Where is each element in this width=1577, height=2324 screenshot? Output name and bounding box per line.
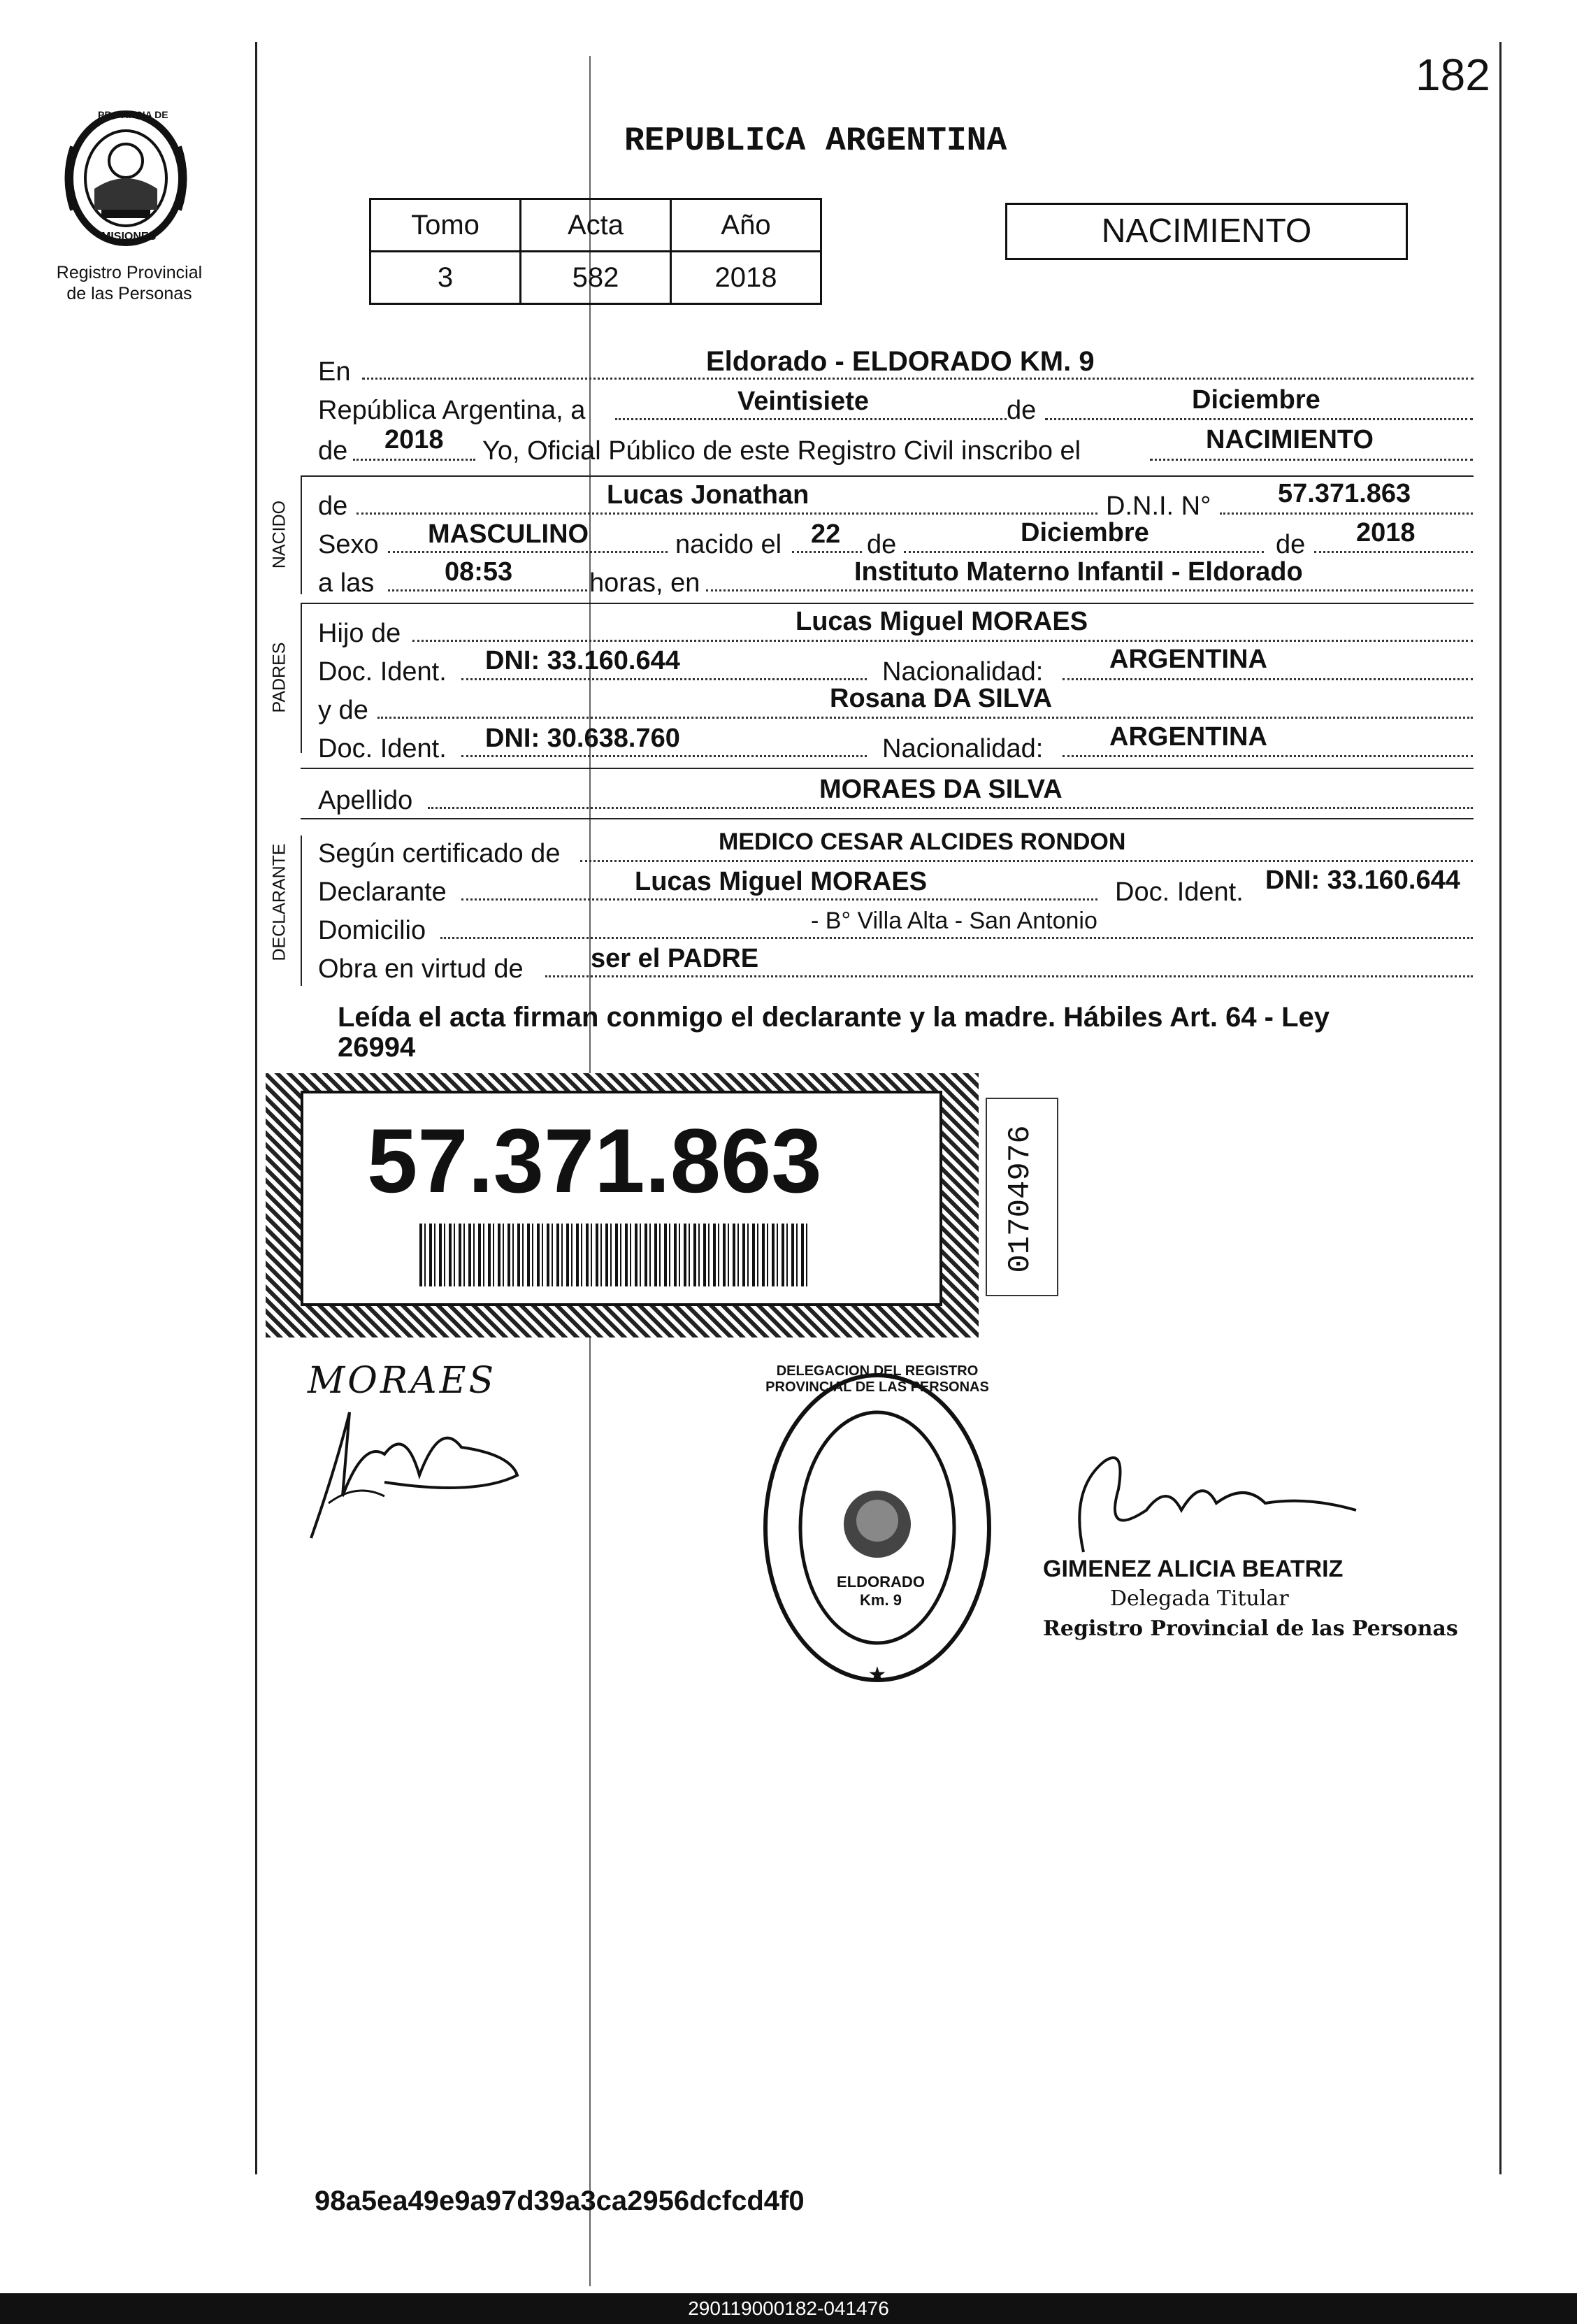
registry-table-values [370,252,821,304]
dotted-line [792,551,862,553]
dotted-line [580,860,1473,862]
logo-text-bottom: MISIONES [101,231,157,243]
declarant-name: Lucas Miguel MORAES [635,867,928,896]
dotted-line [461,755,867,757]
dotted-line [545,975,1473,977]
act-type-box: NACIMIENTO [1005,203,1408,260]
official-role: Delegada Titular [1110,1586,1289,1611]
cert-label: Según certificado de [318,839,561,868]
child-dni: 57.371.863 [1278,479,1411,508]
seal-ring-text: DELEGACION DEL REGISTRO PROVINCIAL DE LAS PERSONAS [765,1363,989,1395]
child-name: Lucas Jonathan [607,480,809,510]
dotted-line [1150,459,1473,461]
page-number: 182 [1416,50,1490,100]
serial-number: 01704976 [1003,1125,1038,1273]
mother-doc: DNI: 30.638.760 [485,724,680,753]
birth-time: 08:53 [445,557,513,587]
father-doc: DNI: 33.160.644 [485,646,680,675]
dotted-line [377,717,1473,719]
declarante-label: Declarante [318,877,447,907]
a-las-label: a las [318,568,375,598]
hijo-de-label: Hijo de [318,619,401,648]
dotted-line [388,551,668,553]
doc-ident-label: Doc. Ident. [318,734,447,763]
section-bracket [301,835,302,986]
de-label: de [867,530,897,559]
dotted-line [1220,512,1473,515]
day-value: Veintisiete [737,387,869,416]
ano-value: 2018 [671,252,821,304]
place-value: Eldorado - ELDORADO KM. 9 [706,346,1095,377]
closing-text-line2: 26994 [338,1032,416,1063]
sexo-label: Sexo [318,530,379,559]
official-name: GIMENEZ ALICIA BEATRIZ [1043,1556,1344,1582]
declarant-signature-name: MORAES [308,1360,497,1402]
sexo-value: MASCULINO [428,519,589,549]
dotted-line [615,418,1007,420]
dotted-line [362,378,1474,380]
month-value: Diciembre [1192,385,1320,415]
year-value: 2018 [384,425,444,454]
domicilio-label: Domicilio [318,916,426,945]
dotted-line [357,512,1097,515]
apellido-value: MORAES DA SILVA [819,775,1063,804]
nacionalidad-label: Nacionalidad: [882,657,1044,687]
logo-caption-line1: Registro Provincial [56,263,203,282]
domicilio-value: - B° Villa Alta - San Antonio [811,908,1097,934]
apellido-label: Apellido [318,786,413,815]
section-divider [301,603,1474,604]
dotted-line [1063,755,1473,757]
right-margin-line [1499,42,1502,2174]
acta-header: Acta [521,199,671,252]
document-title: REPUBLICA ARGENTINA [624,122,1007,160]
dotted-line [388,589,587,591]
republica-label: República Argentina, a [318,396,586,425]
birth-year: 2018 [1356,518,1416,547]
nacido-section-label: NACIDO [269,500,289,569]
de-label: de [318,436,348,466]
logo-caption-line2: de las Personas [66,284,192,303]
section-bracket [301,475,302,594]
svg-text:★: ★ [867,1663,887,1686]
dotted-line [353,459,475,461]
y-de-label: y de [318,696,368,725]
horas-label: horas, en [589,568,700,598]
obra-label: Obra en virtud de [318,954,524,984]
province-logo [59,105,192,252]
doc-ident-label: Doc. Ident. [1115,877,1244,907]
nacionalidad-label: Nacionalidad: [882,734,1044,763]
closing-text-line1: Leída el acta firman conmigo el declarante y la madre. Hábiles Art. 64 - Ley [338,1002,1330,1033]
birth-place: Instituto Materno Infantil - Eldorado [854,557,1303,587]
dotted-line [1063,678,1473,680]
id-sticker-number: 57.371.863 [367,1110,822,1212]
yo-text: Yo, Oficial Público de este Registro Civil inscribo el [482,436,1081,466]
dotted-line [440,937,1473,939]
birth-month: Diciembre [1021,518,1149,547]
registry-table [369,198,822,305]
nacido-el-label: nacido el [675,530,782,559]
official-seal [755,1363,1000,1692]
dotted-line [461,898,1097,901]
declarante-section-label: DECLARANTE [269,843,289,961]
acta-value: 582 [521,252,671,304]
declarant-signature [301,1398,524,1552]
inscribo-value: NACIMIENTO [1206,425,1374,454]
dotted-line [904,551,1264,553]
section-divider [301,768,1474,769]
padres-section-label: PADRES [269,642,289,713]
dotted-line [706,589,1473,591]
document-hash: 98a5ea49e9a97d39a3ca2956dcfcd4f0 [315,2186,805,2216]
doc-ident-label: Doc. Ident. [318,657,447,687]
mother-name: Rosana DA SILVA [830,684,1053,713]
mother-nationality: ARGENTINA [1109,722,1267,752]
dni-label: D.N.I. N° [1106,492,1211,521]
logo-text-top: PROVINCIA DE [98,109,168,120]
father-nationality: ARGENTINA [1109,645,1267,674]
dotted-line [461,678,867,680]
tomo-header: Tomo [370,199,521,252]
de-label: de [1007,396,1037,425]
section-divider [301,818,1474,819]
barcode [419,1224,811,1286]
seal-inner-text: ELDORADO Km. 9 [837,1573,925,1609]
ano-header: Año [671,199,821,252]
father-name: Lucas Miguel MORAES [795,607,1088,636]
declarant-doc: DNI: 33.160.644 [1265,866,1460,895]
section-bracket [301,603,302,753]
official-org: Registro Provincial de las Personas [1043,1616,1458,1641]
de-label: de [1276,530,1306,559]
dotted-line [1314,551,1473,553]
left-margin-line [255,42,257,2174]
official-signature [1063,1433,1363,1566]
tomo-value: 3 [370,252,521,304]
footer-code-bar: 290119000182-041476 [0,2293,1577,2324]
nacido-de-label: de [318,492,348,521]
cert-value: MEDICO CESAR ALCIDES RONDON [719,829,1126,855]
en-label: En [318,357,351,387]
section-divider [301,475,1474,477]
logo-caption [35,262,224,304]
registry-table-header [370,199,821,252]
dotted-line [428,807,1473,809]
birth-day: 22 [811,519,841,549]
obra-value: ser el PADRE [591,944,759,973]
dotted-line [1045,418,1473,420]
dotted-line [412,640,1473,642]
